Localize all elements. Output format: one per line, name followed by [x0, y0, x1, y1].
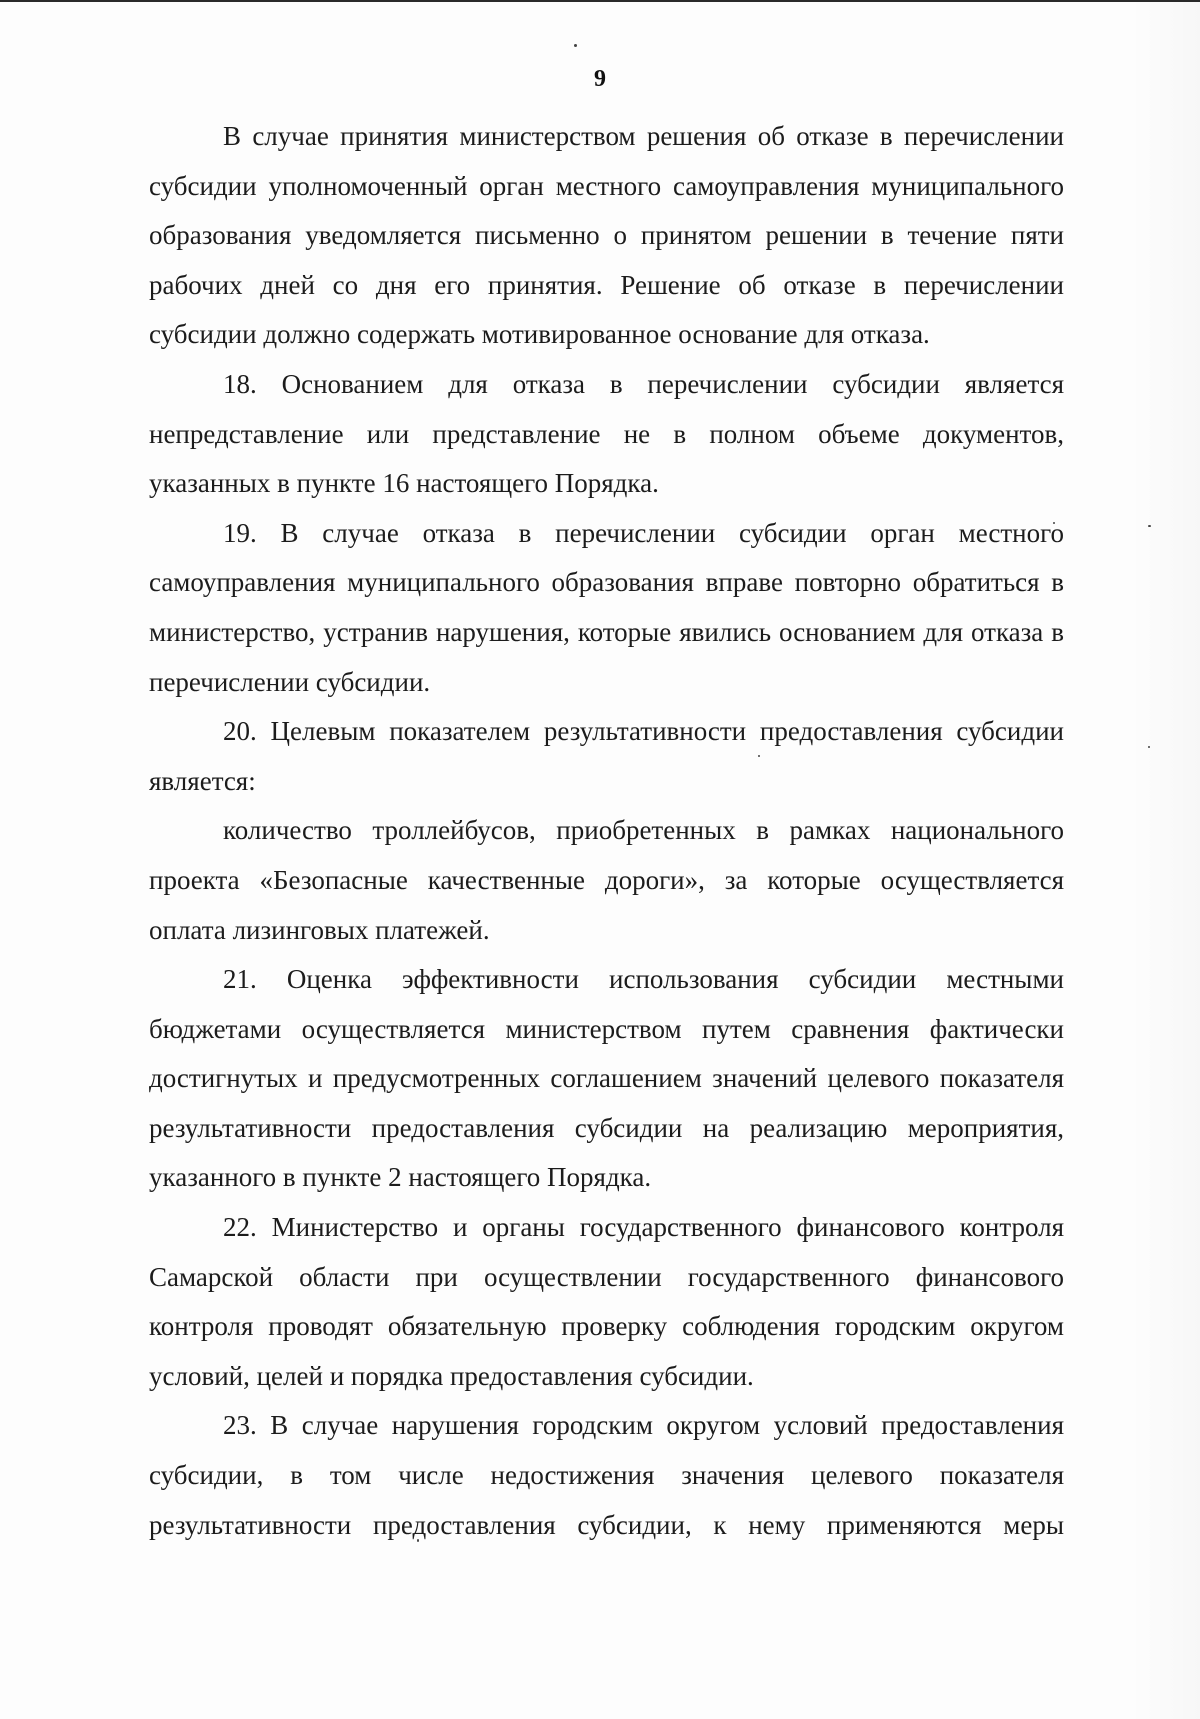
- page-number: 9: [594, 66, 606, 92]
- scan-speck: [1148, 746, 1150, 748]
- paragraph-21: 21. Оценка эффективности использования субсидии местными бюджетами осуществляется министерством путем сравнения фактически достигнутых и предусмотренных соглашением значений целевого показателя результативности предоставления субсидии на реализацию мероприятия, указанного в пункте 2 настоящего Порядка.: [149, 964, 1064, 1193]
- scan-speck: [574, 44, 577, 47]
- scan-speck: [1148, 525, 1151, 527]
- paragraph-19: 19. В случае отказа в перечислении субсидии орган местного самоуправления муниципального образования вправе повторно обратиться в министерство, устранив нарушения, которые явились основанием для отказа в перечислении субсидии.: [149, 517, 1064, 697]
- paragraph-20-indicator: количество троллейбусов, приобретенных в рамках национального проекта «Безопасные качественные дороги», за которые осуществляется оплата лизинговых платежей.: [149, 815, 1064, 945]
- paragraph-22: 22. Министерство и органы государственного финансового контроля Самарской области при осуществлении государственного финансового контроля проводят обязательную проверку соблюдения городским округом условий, целей и порядка предоставления субсидии.: [149, 1212, 1064, 1391]
- paragraph-18: 18. Основанием для отказа в перечислении субсидии является непредставление или представление не в полном объеме документов, указанных в пункте 16 настоящего Порядка.: [149, 368, 1064, 499]
- paragraph-20: 20. Целевым показателем результативности предоставления субсидии является:: [149, 716, 1064, 796]
- document-body: [149, 112, 1064, 1550]
- paragraph-23: 23. В случае нарушения городским округом условий предоставления субсидии, в том числе недостижения значения целевого показателя результативности предоставления субсидии, к нему применяются меры: [149, 1410, 1064, 1540]
- scan-edge-shadow: [1130, 0, 1200, 1719]
- scan-top-edge: [0, 0, 1200, 2]
- paragraph-refusal-notice: В случае принятия министерством решения об отказе в перечислении субсидии уполномоченный орган местного самоуправления муниципального образования уведомляется письменно о принятом решении в течение пяти рабочих дней со дня его принятия. Решение об отказе в перечислении субсидии должно содержать мотивированное основание для отказа.: [149, 121, 1064, 350]
